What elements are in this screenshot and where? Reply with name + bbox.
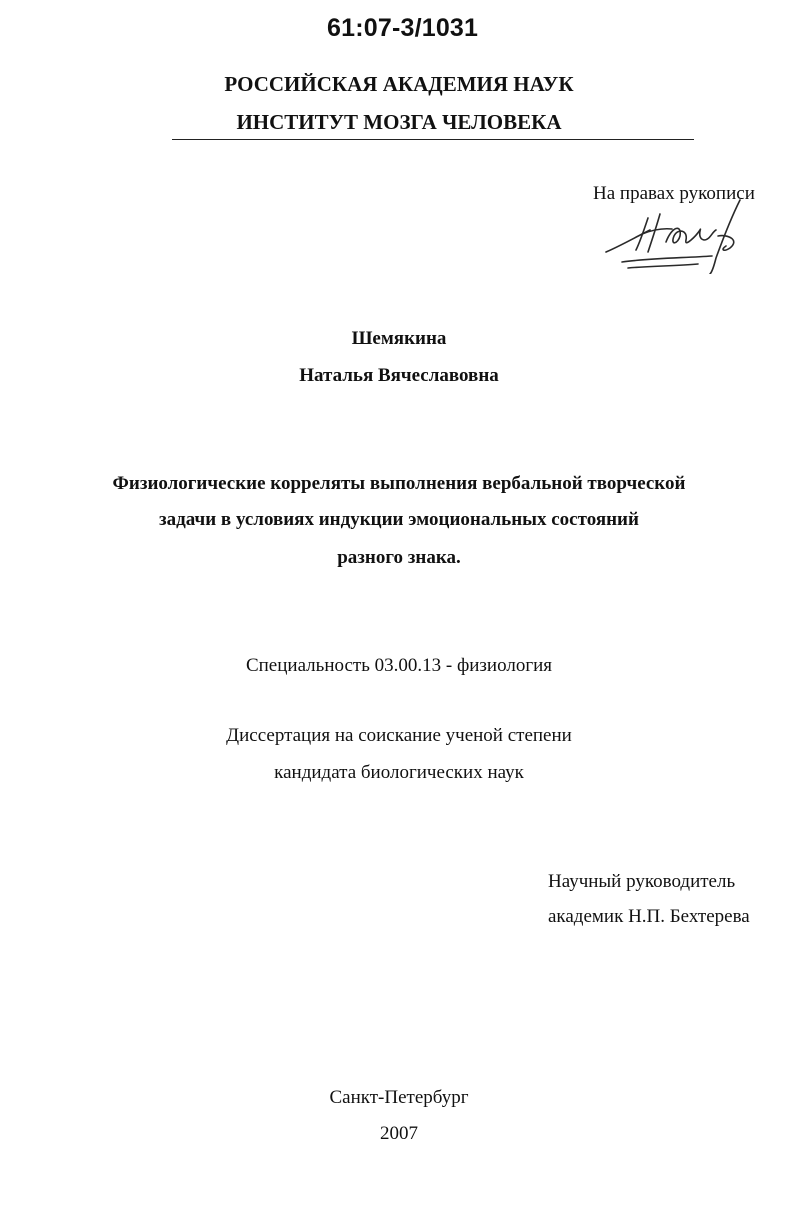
- dissertation-title-line: задачи в условиях индукции эмоциональных состояний: [159, 509, 639, 530]
- organization-name: РОССИЙСКАЯ АКАДЕМИЯ НАУК: [224, 72, 574, 96]
- institute-name: ИНСТИТУТ МОЗГА ЧЕЛОВЕКА: [236, 110, 562, 134]
- city: Санкт-Петербург: [329, 1087, 469, 1108]
- manuscript-rights-note: На правах рукописи: [593, 183, 755, 204]
- author-given-names: Наталья Вячеславовна: [299, 365, 499, 386]
- catalog-number: 61:07-3/1031: [327, 14, 479, 42]
- specialty: Специальность 03.00.13 - физиология: [245, 655, 553, 676]
- dissertation-title-line: Физиологические корреляты выполнения вербальной творческой: [112, 473, 686, 494]
- supervisor-label: Научный руководитель: [548, 871, 736, 892]
- degree-line: кандидата биологических наук: [274, 762, 524, 783]
- year: 2007: [380, 1123, 418, 1144]
- header-divider: [172, 139, 694, 140]
- author-surname: Шемякина: [351, 328, 447, 349]
- supervisor-name: академик Н.П. Бехтерева: [548, 906, 750, 927]
- dissertation-title-line: разного знака.: [337, 547, 461, 568]
- signature-icon: [600, 196, 750, 274]
- degree-line: Диссертация на соискание ученой степени: [226, 725, 572, 746]
